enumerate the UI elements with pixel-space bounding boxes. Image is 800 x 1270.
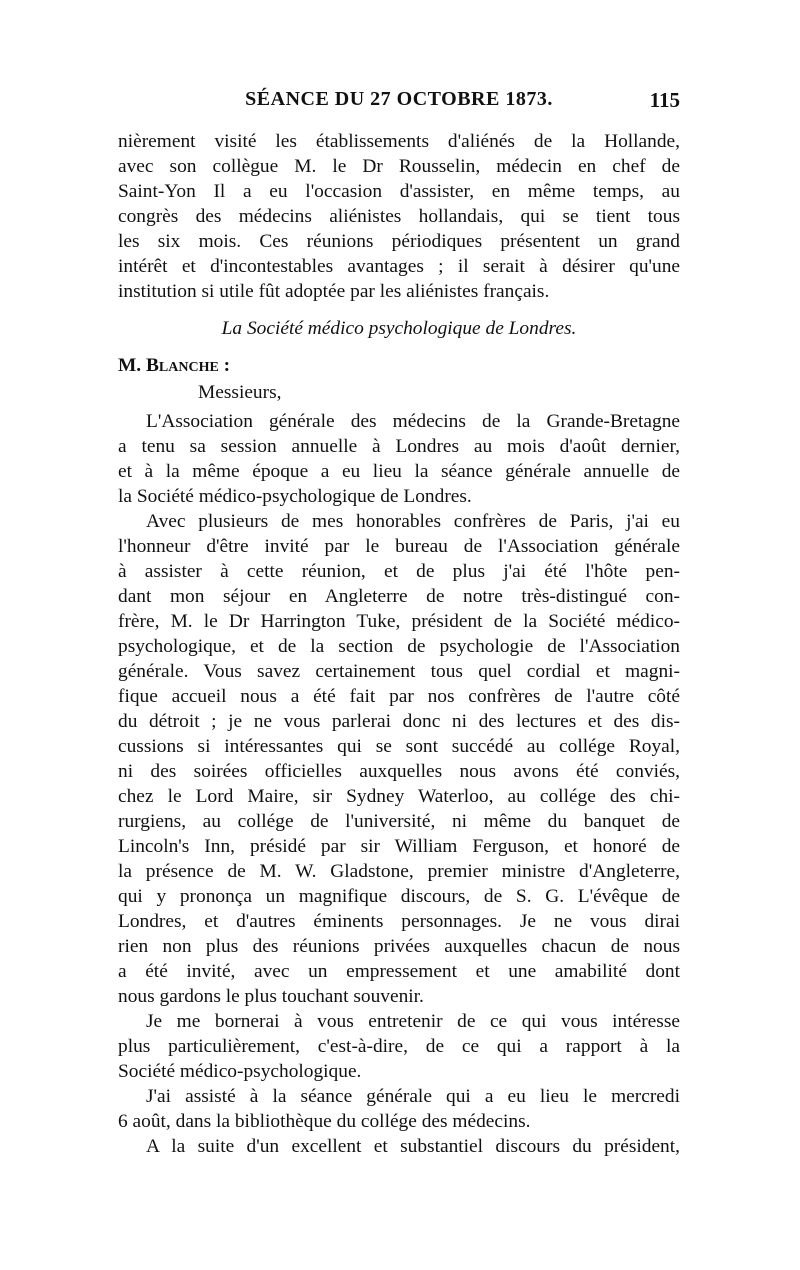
text-line: qui y prononça un magnifique discours, de S. G. L'évêque de	[118, 886, 680, 907]
text-line: nièrement visité les établissements d'aliénés de la Hollande,	[118, 131, 680, 152]
text-line: congrès des médecins aliénistes hollandais, qui se tient tous	[118, 206, 680, 227]
text-line: Société médico-psychologique.	[118, 1061, 362, 1082]
text-line: chez le Lord Maire, sir Sydney Waterloo, au collége des chi-	[118, 786, 680, 807]
text-line: générale. Vous savez certainement tous quel cordial et magni-	[118, 661, 680, 682]
text-line: rurgiens, au collége de l'université, ni même du banquet de	[118, 811, 680, 832]
page-number: 115	[649, 88, 680, 112]
text-line: la présence de M. W. Gladstone, premier ministre d'Angleterre,	[118, 861, 680, 882]
text-line: 6 août, dans la bibliothèque du collége des médecins.	[118, 1111, 531, 1132]
text-line: avec son collègue M. le Dr Rousselin, médecin en chef de	[118, 156, 680, 177]
text-line: dant mon séjour en Angleterre de notre très-distingué con-	[118, 586, 680, 607]
text-line: L'Association générale des médecins de la Grande-Bretagne	[146, 411, 680, 432]
text-line: Lincoln's Inn, présidé par sir William Ferguson, et honoré de	[118, 836, 680, 857]
text-line: à assister à cette réunion, et de plus j'ai été l'hôte pen-	[118, 561, 680, 582]
text-line: ni des soirées officielles auxquelles nous avons été conviés,	[118, 761, 680, 782]
text-line: J'ai assisté à la séance générale qui a eu lieu le mercredi	[146, 1086, 680, 1107]
text-line: rien non plus des réunions privées auxquelles chacun de nous	[118, 936, 680, 957]
text-line: les six mois. Ces réunions périodiques présentent un grand	[118, 231, 680, 252]
text-line: fique accueil nous a été fait par nos confrères de l'autre côté	[118, 686, 680, 707]
paragraph-1	[118, 129, 680, 304]
paragraph-6	[118, 1134, 680, 1159]
text-line: institution si utile fût adoptée par les aliénistes français.	[118, 281, 550, 302]
speaker-label	[118, 353, 680, 378]
section-subheading: La Société médico psychologique de Londres.	[221, 318, 577, 339]
text-line: a tenu sa session annuelle à Londres au mois d'août dernier,	[118, 436, 680, 457]
text-line: A la suite d'un excellent et substantiel discours du président,	[146, 1136, 680, 1157]
text-line: l'honneur d'être invité par le bureau de l'Association générale	[118, 536, 680, 557]
text-line: Avec plusieurs de mes honorables confrères de Paris, j'ai eu	[146, 511, 680, 532]
running-header	[118, 88, 680, 118]
speaker-name: M. Blanche :	[118, 355, 231, 376]
text-line: nous gardons le plus touchant souvenir.	[118, 986, 424, 1007]
text-line: Londres, et d'autres éminents personnages. Je ne vous dirai	[118, 911, 680, 932]
salutation: Messieurs,	[198, 382, 282, 403]
text-line: frère, M. le Dr Harrington Tuke, président de la Société médico-	[118, 611, 680, 632]
header-title: SÉANCE DU 27 OCTOBRE 1873.	[245, 88, 553, 110]
text-line: Saint-Yon Il a eu l'occasion d'assister, en même temps, au	[118, 181, 680, 202]
paragraph-2	[118, 409, 680, 509]
text-line: plus particulièrement, c'est-à-dire, de ce qui a rapport à la	[118, 1036, 680, 1057]
paragraph-3	[118, 509, 680, 1009]
text-line: la Société médico-psychologique de Londres.	[118, 486, 472, 507]
text-line: et à la même époque a eu lieu la séance générale annuelle de	[118, 461, 680, 482]
text-line: cussions si intéressantes qui se sont succédé au collége Royal,	[118, 736, 680, 757]
text-line: psychologique, et de la section de psychologie de l'Association	[118, 636, 680, 657]
paragraph-4	[118, 1009, 680, 1084]
paragraph-5	[118, 1084, 680, 1134]
text-line: Je me bornerai à vous entretenir de ce qui vous intéresse	[146, 1011, 680, 1032]
text-line: intérêt et d'incontestables avantages ; il serait à désirer qu'une	[118, 256, 680, 277]
body-text	[118, 129, 680, 1159]
text-line: a été invité, avec un empressement et une amabilité dont	[118, 961, 680, 982]
text-line: du détroit ; je ne vous parlerai donc ni des lectures et des dis-	[118, 711, 680, 732]
